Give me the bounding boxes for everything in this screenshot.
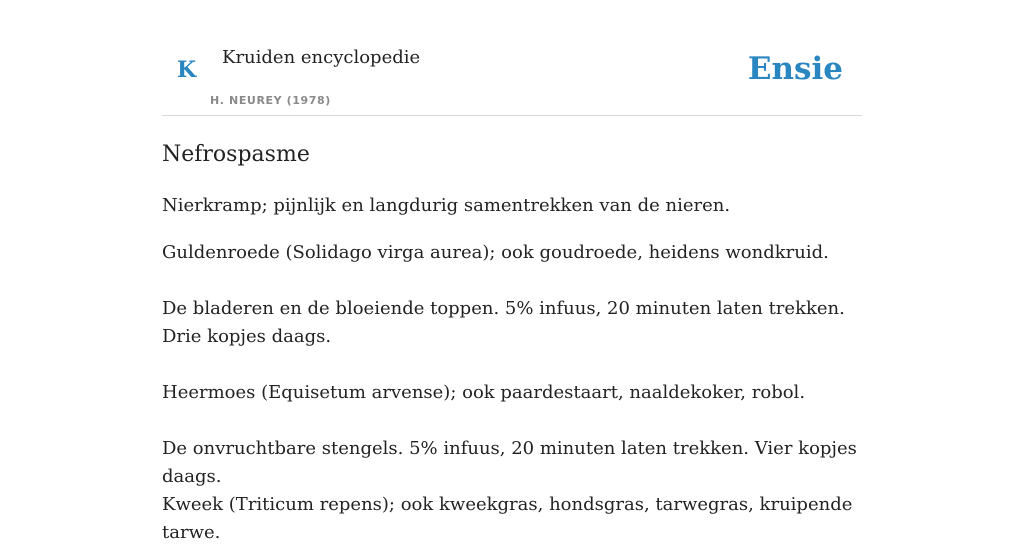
book-title-link[interactable]: Kruiden encyclopedie — [222, 47, 421, 68]
entry-paragraph: Heermoes (Equisetum arvense); ook paardestaart, naaldekoker, robol. — [162, 382, 806, 403]
ensie-logo-link[interactable]: Ensie — [747, 51, 843, 87]
book-header — [162, 0, 862, 116]
entry-paragraph: De bladeren en de bloeiende toppen. 5% infuus, 20 minuten laten trekken. Drie kopjes daags. — [162, 298, 845, 347]
entry-paragraph: Kweek (Triticum repens); ook kweekgras, hondsgras, tarwegras, kruipende tarwe. — [162, 494, 853, 543]
book-author: H. NEUREY (1978) — [210, 94, 331, 107]
entry-paragraph: De onvruchtbare stengels. 5% infuus, 20 minuten laten trekken. Vier kopjes daags. — [162, 438, 857, 487]
letter-index-link[interactable]: K — [177, 57, 197, 83]
entry-title: Nefrospasme — [162, 142, 310, 167]
entry-definition: Nierkramp; pijnlijk en langdurig samentrekken van de nieren. — [162, 195, 731, 216]
entry-paragraph: Guldenroede (Solidago virga aurea); ook goudroede, heidens wondkruid. — [162, 242, 829, 263]
page-container — [162, 0, 862, 543]
